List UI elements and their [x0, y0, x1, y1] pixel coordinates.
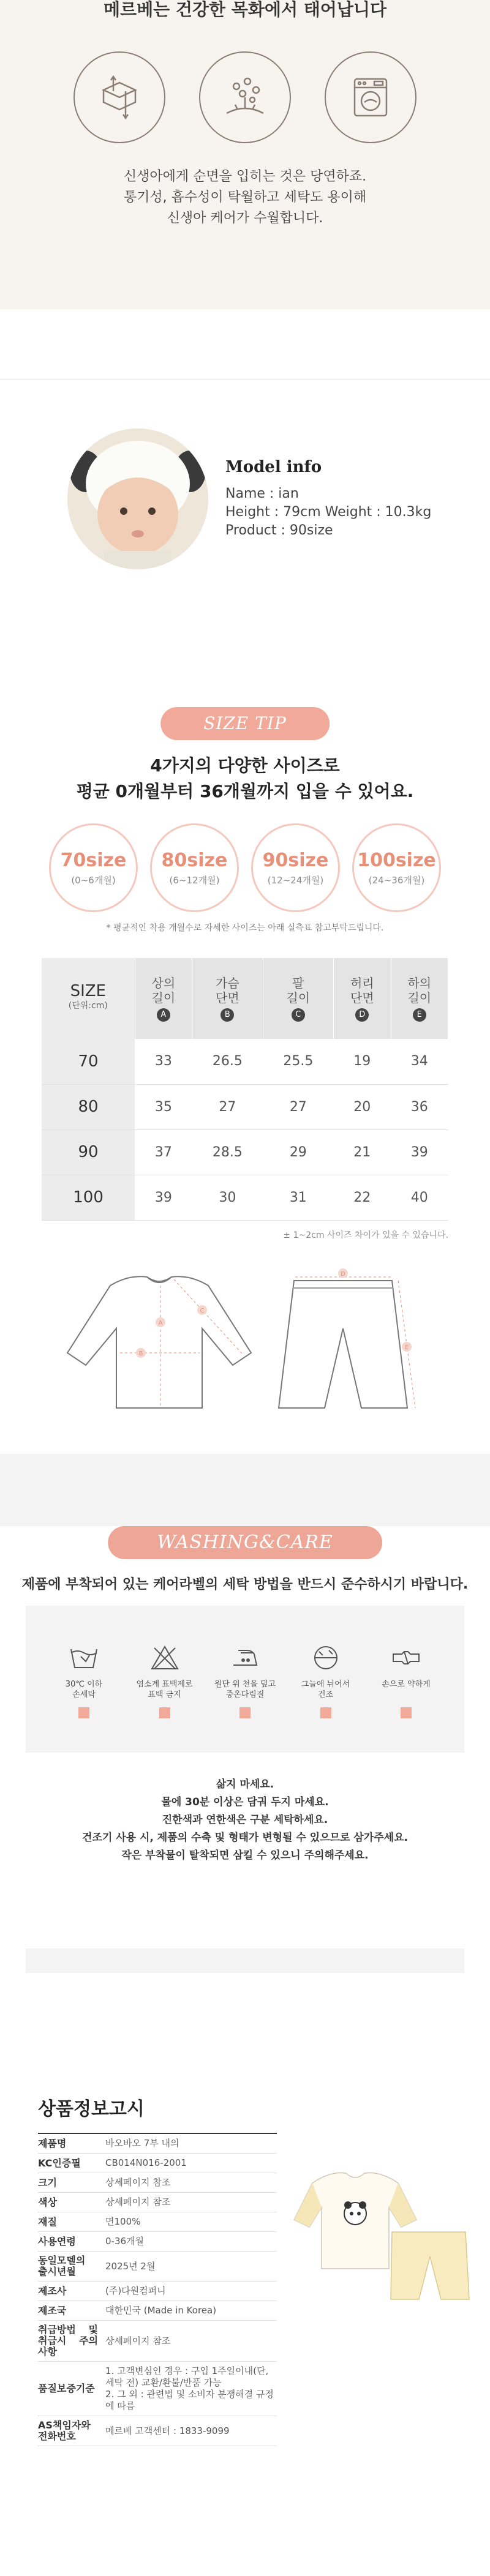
size-option-label: 100size: [357, 849, 436, 871]
size-corner-label: SIZE: [70, 982, 107, 1000]
size-range-note: ± 1~2cm 사이즈 차이가 있을 수 있습니다.: [283, 1230, 448, 1240]
care-label: 염소계 표백제로 표백 금지: [136, 1680, 193, 1699]
info-value: 대한민국 (Made in Korea): [105, 2301, 277, 2321]
care-label: 원단 위 천을 덮고 중온다림질: [214, 1680, 276, 1699]
value-cell: 37: [135, 1129, 192, 1175]
info-value: 메르베 고객센터 : 1833-9099: [105, 2416, 277, 2446]
iron-icon: [211, 1642, 279, 1673]
info-key: 취급방법 및 취급시 주의사항: [38, 2321, 105, 2362]
model-product-size: Product : 90size: [225, 523, 333, 538]
washing-machine-icon: [325, 51, 417, 143]
info-key: 동일모델의 출시년월: [38, 2252, 105, 2282]
product-image: [288, 2146, 472, 2305]
size-table-header: [135, 958, 192, 1039]
header-line: 상의: [151, 975, 176, 990]
measurement-diagrams: [0, 1261, 490, 1420]
size-table-corner: [42, 958, 135, 1039]
info-value: 바오바오 7부 내의: [105, 2133, 277, 2154]
size-option-80: [150, 823, 239, 912]
care-item: [292, 1642, 360, 1721]
caution-line: 물에 30분 이상은 담궈 두지 마세요.: [161, 1796, 329, 1808]
header-line: 단면: [350, 990, 374, 1005]
info-value: 2025년 2월: [105, 2252, 277, 2282]
diagram-label: C: [200, 1308, 205, 1314]
size-option-months: (12~24개월): [267, 874, 324, 886]
no-bleach-icon: [131, 1642, 198, 1673]
info-key: 색상: [38, 2193, 105, 2212]
size-cell: 80: [42, 1084, 135, 1129]
measure-letter: C: [292, 1008, 305, 1022]
table-row: [38, 2212, 277, 2232]
hero-desc-line: 신생아 케어가 수월합니다.: [167, 211, 323, 226]
header-line: 단면: [216, 990, 239, 1005]
info-key: 제품명: [38, 2133, 105, 2154]
size-tip-section: [0, 707, 490, 1454]
value-cell: 31: [263, 1175, 333, 1220]
washing-care-section: [0, 1526, 490, 2025]
care-item: [372, 1642, 440, 1721]
value-cell: 34: [391, 1039, 448, 1084]
value-cell: 29: [263, 1129, 333, 1175]
washing-care-badge: WASHING&CARE: [108, 1526, 382, 1559]
wash-30-icon: [50, 1642, 118, 1673]
size-option-label: 70size: [60, 849, 127, 871]
value-cell: 35: [135, 1084, 192, 1129]
table-row: [38, 2362, 277, 2416]
value-cell: 27: [192, 1084, 263, 1129]
header-line: 가슴: [216, 975, 239, 990]
model-info-heading: Model info: [225, 458, 322, 476]
table-row: [38, 2252, 277, 2282]
size-cell: 100: [42, 1175, 135, 1220]
shade-dry-icon: [292, 1642, 360, 1673]
caution-line: 진한색과 연한색은 구분 세탁하세요.: [162, 1814, 328, 1826]
table-row: [42, 1039, 448, 1084]
value-cell: 19: [334, 1039, 391, 1084]
value-cell: 20: [334, 1084, 391, 1129]
info-value: CB014N016-2001: [105, 2154, 277, 2173]
table-row: [38, 2232, 277, 2252]
hero-icons: [0, 51, 490, 143]
size-cell: 90: [42, 1129, 135, 1175]
breathable-fabric-icon: [74, 51, 165, 143]
size-cell: 70: [42, 1039, 135, 1084]
size-corner-unit: (단위:cm): [68, 1001, 108, 1011]
model-name: Name : ian: [225, 486, 299, 501]
size-option-months: (24~36개월): [368, 874, 425, 886]
hero-title: 메르베는 건강한 목화에서 태어납니다: [103, 0, 386, 20]
header-line: 길이: [407, 990, 432, 1005]
info-key: 사용연령: [38, 2232, 105, 2252]
diagram-label: D: [341, 1271, 345, 1278]
care-symbols: [50, 1642, 440, 1721]
table-row: [38, 2193, 277, 2212]
info-key: 재질: [38, 2212, 105, 2232]
info-value: (주)다원컴퍼니: [105, 2282, 277, 2301]
table-row: [42, 1084, 448, 1129]
info-key: 크기: [38, 2173, 105, 2193]
table-row: [38, 2173, 277, 2193]
washing-panel: [26, 1606, 464, 1973]
care-item: [50, 1642, 118, 1721]
product-info-title: 상품정보고시: [38, 2099, 145, 2120]
size-option-months: (0~6개월): [71, 874, 116, 886]
washing-heading: 제품에 부착되어 있는 케어라벨의 세탁 방법을 반드시 준수하시기 바랍니다.: [21, 1577, 469, 1592]
info-key: 품질보증기준: [38, 2362, 105, 2416]
info-key: KC인증필: [38, 2154, 105, 2173]
care-marker: [401, 1707, 412, 1718]
caution-line: 건조기 사용 시, 제품의 수축 및 형태가 변형될 수 있으므로 삼가주세요.: [82, 1832, 408, 1844]
table-row: [42, 1175, 448, 1220]
value-cell: 40: [391, 1175, 448, 1220]
size-option-label: 80size: [161, 849, 228, 871]
care-marker: [239, 1707, 251, 1718]
model-photo: [67, 429, 208, 569]
hero-desc-line: 신생아에게 순면을 입히는 것은 당연하죠.: [123, 169, 367, 184]
hero-description: [0, 167, 490, 229]
size-option-90: [251, 823, 340, 912]
value-cell: 27: [263, 1084, 333, 1129]
size-heading-line: 4가지의 다양한 사이즈로: [150, 755, 340, 776]
diagram-label: E: [404, 1344, 409, 1351]
product-info-section: [0, 2094, 490, 2571]
size-note: * 평균적인 착용 개월수로 자세한 사이즈는 아래 실측표 참고부탁드립니다.: [106, 923, 384, 933]
hero-desc-line: 통기성, 흡수성이 탁월하고 세탁도 용이해: [123, 190, 367, 205]
diagram-label: A: [158, 1320, 163, 1327]
info-value: 상세페이지 참조: [105, 2321, 277, 2362]
care-marker: [159, 1707, 170, 1718]
table-row: [38, 2282, 277, 2301]
care-marker: [320, 1707, 331, 1718]
size-heading-line: 평균 0개월부터 36개월까지 입을 수 있어요.: [76, 781, 414, 801]
size-table-header: [334, 958, 391, 1039]
cotton-plant-icon: [199, 51, 291, 143]
info-value: 0-36개월: [105, 2232, 277, 2252]
header-line: 길이: [151, 990, 176, 1005]
value-cell: 25.5: [263, 1039, 333, 1084]
table-row: [38, 2416, 277, 2446]
size-chart-table: [42, 958, 448, 1221]
value-cell: 21: [334, 1129, 391, 1175]
info-value: 면100%: [105, 2212, 277, 2232]
size-option-months: (6~12개월): [169, 874, 220, 886]
model-details: [225, 458, 431, 540]
caution-line: 삶지 마세요.: [216, 1778, 274, 1791]
measure-letter: A: [157, 1008, 170, 1022]
size-option-70: [49, 823, 138, 912]
size-table-header: [391, 958, 448, 1039]
care-label: 30℃ 이하 손세탁: [65, 1680, 103, 1699]
info-key: 제조국: [38, 2301, 105, 2321]
model-info-section: [67, 429, 431, 569]
value-cell: 28.5: [192, 1129, 263, 1175]
info-value: 1. 고객변심인 경우 : 구입 1주일이내(단, 세탁 전) 교환/환불/반품 가능 2. 그 외 : 관련법 및 소비자 분쟁해결 규정에 따름: [105, 2362, 277, 2416]
size-option-100: [352, 823, 441, 912]
measure-letter: E: [413, 1008, 426, 1022]
header-line: 하의: [407, 975, 432, 990]
measure-letter: B: [221, 1008, 234, 1022]
size-table-header: [263, 958, 333, 1039]
caution-line: 작은 부착물이 탈착되면 삼킬 수 있으니 주의해주세요.: [121, 1849, 369, 1862]
model-measurements: Height : 79cm Weight : 10.3kg: [225, 504, 432, 520]
product-info-table: [38, 2133, 277, 2446]
table-row: [38, 2321, 277, 2362]
size-options: [0, 823, 490, 912]
info-key: AS책임자와 전화번호: [38, 2416, 105, 2446]
info-value: 상세페이지 참조: [105, 2193, 277, 2212]
size-table-header-row: [42, 958, 448, 1039]
value-cell: 39: [135, 1175, 192, 1220]
garment-diagram-icon: [0, 1261, 490, 1420]
table-row: [42, 1129, 448, 1175]
value-cell: 33: [135, 1039, 192, 1084]
washing-caution-card: [26, 1753, 464, 1949]
care-item: [131, 1642, 198, 1721]
size-heading: [0, 753, 490, 804]
hand-wring-icon: [372, 1642, 440, 1673]
value-cell: 36: [391, 1084, 448, 1129]
header-line: 길이: [286, 990, 311, 1005]
care-marker: [78, 1707, 89, 1718]
care-label: 그늘에 뉘어서 건조: [301, 1680, 350, 1699]
size-option-label: 90size: [262, 849, 329, 871]
table-row: [38, 2133, 277, 2154]
info-key: 제조사: [38, 2282, 105, 2301]
info-value: 상세페이지 참조: [105, 2173, 277, 2193]
size-table-header: [192, 958, 263, 1039]
hero-section: [0, 0, 490, 309]
diagram-label: B: [138, 1350, 143, 1357]
table-row: [38, 2301, 277, 2321]
value-cell: 30: [192, 1175, 263, 1220]
care-item: [211, 1642, 279, 1721]
value-cell: 22: [334, 1175, 391, 1220]
value-cell: 26.5: [192, 1039, 263, 1084]
value-cell: 39: [391, 1129, 448, 1175]
header-line: 허리: [350, 975, 374, 990]
measure-letter: D: [355, 1008, 369, 1022]
care-label: 손으로 약하게: [382, 1680, 431, 1689]
header-line: 팔: [292, 975, 304, 990]
table-row: [38, 2154, 277, 2173]
size-tip-badge: SIZE TIP: [160, 707, 330, 740]
